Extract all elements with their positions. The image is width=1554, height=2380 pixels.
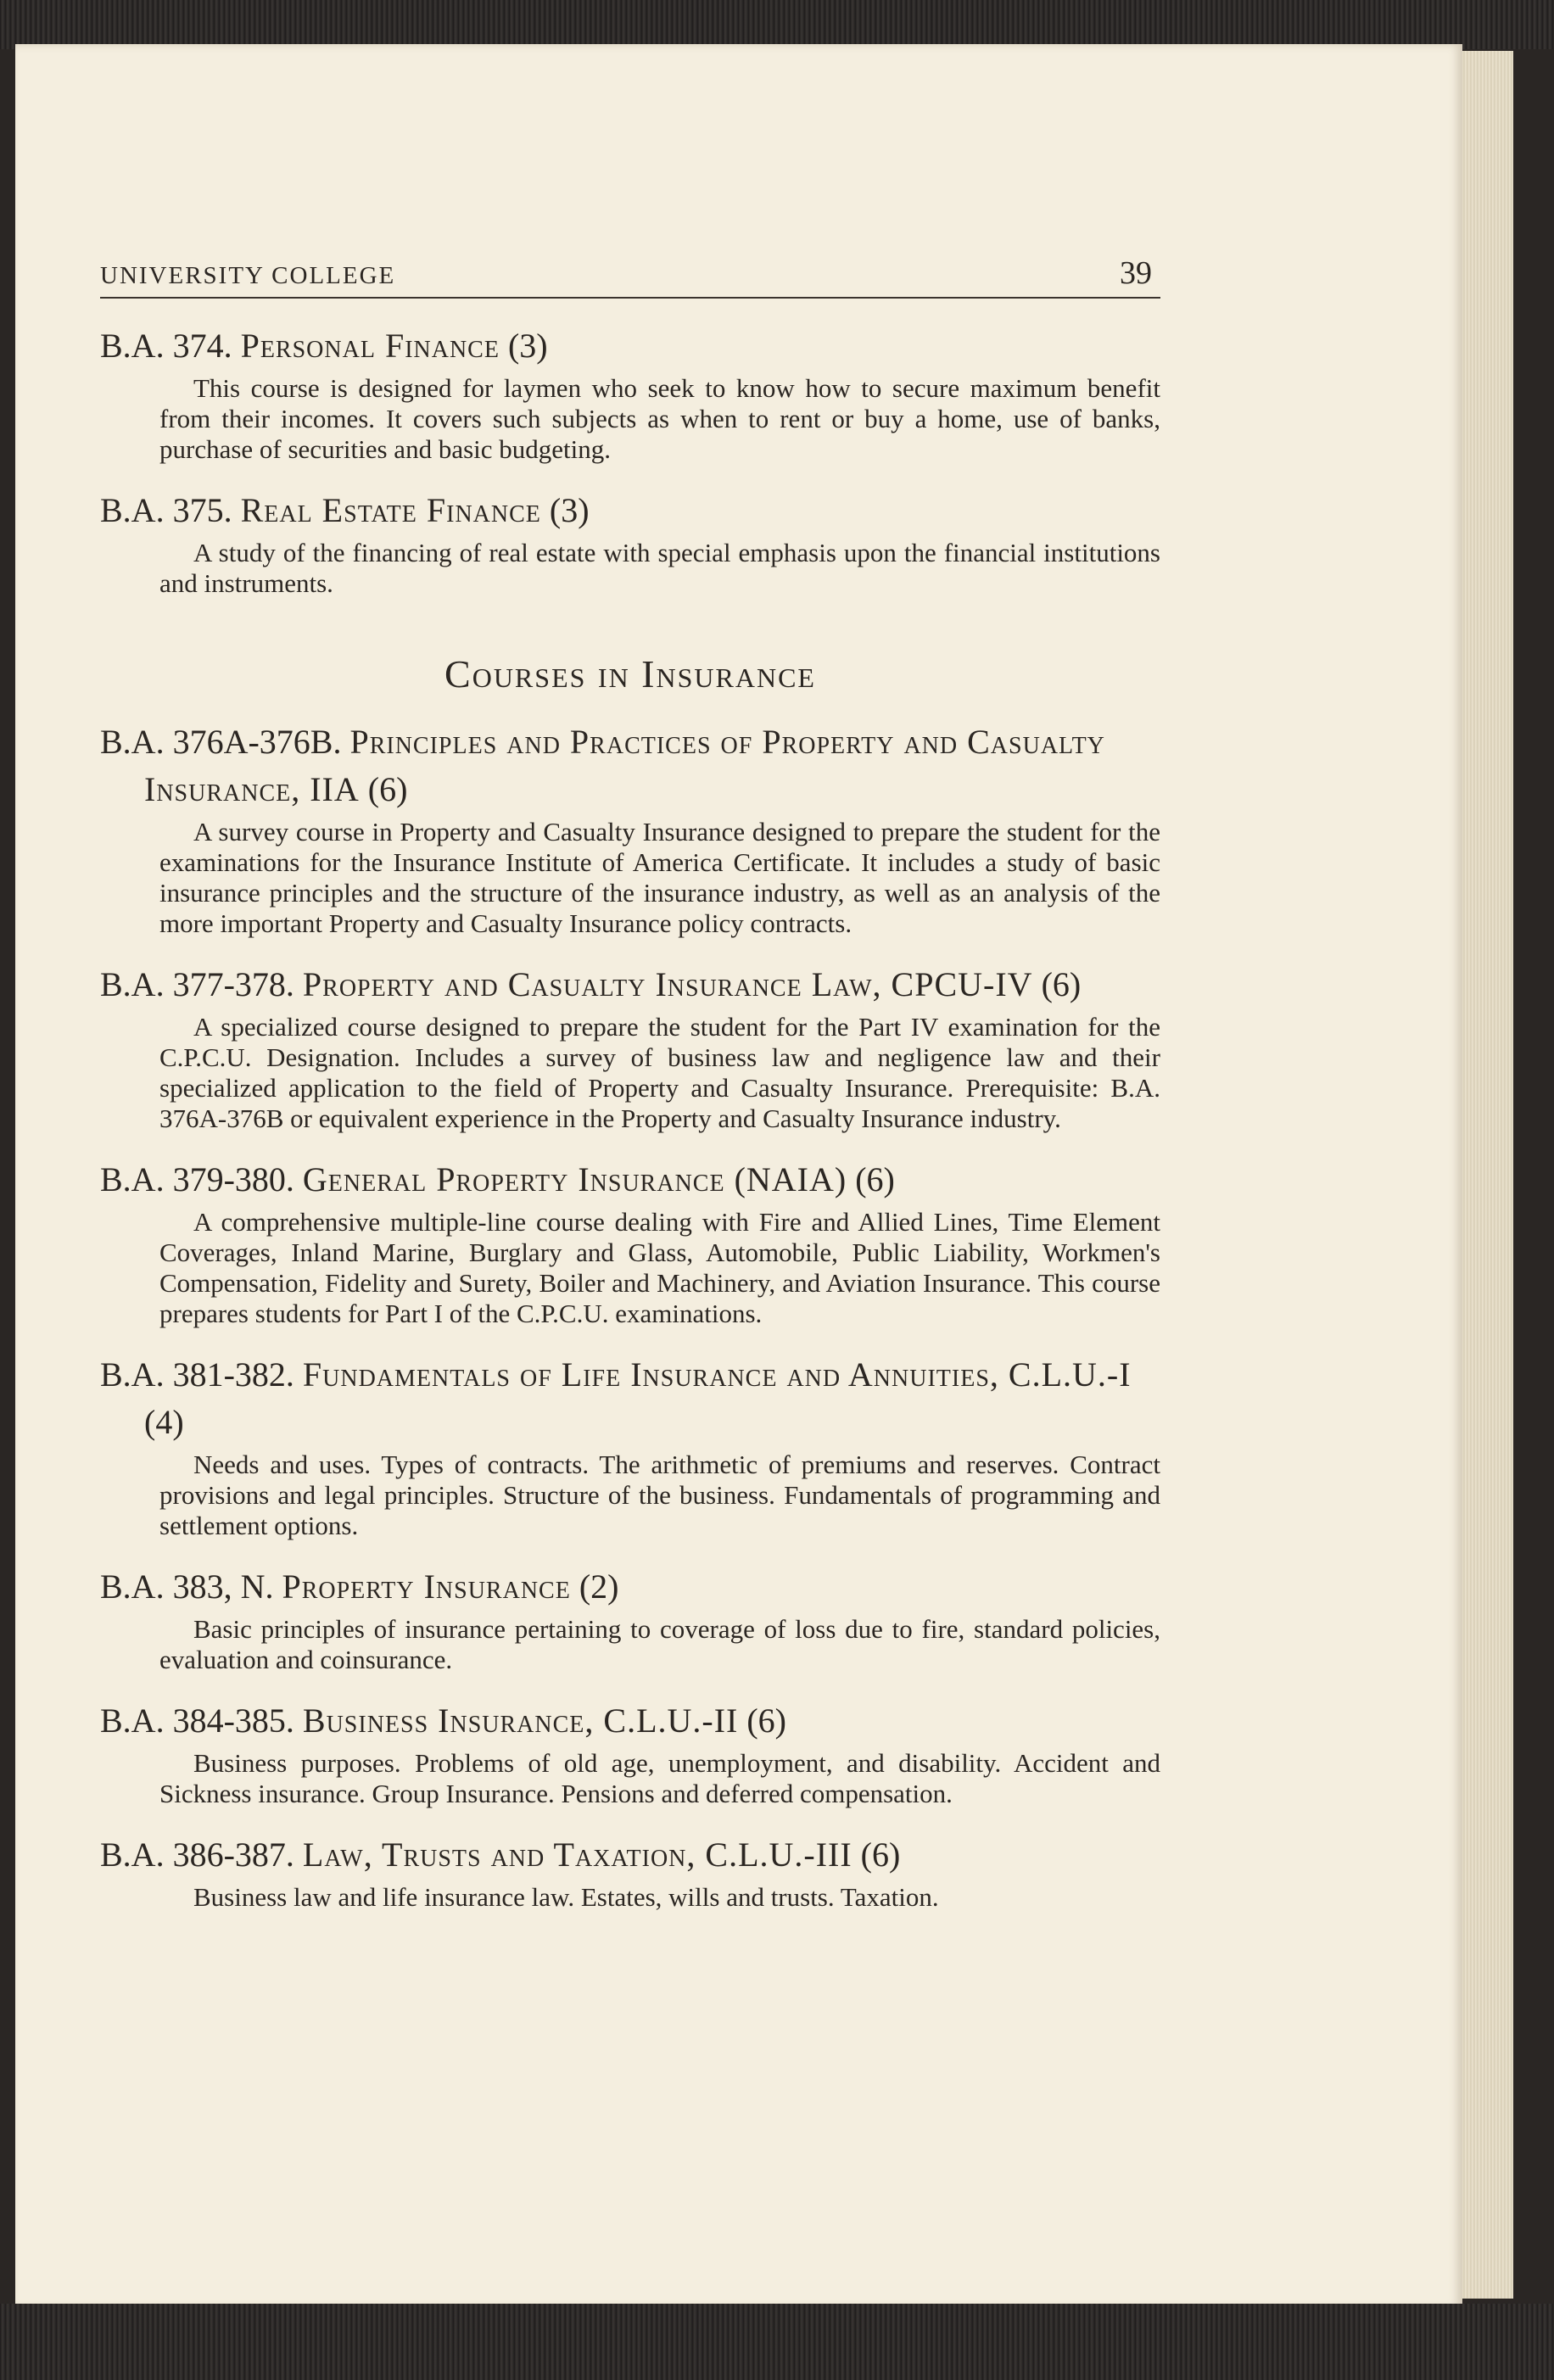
course-description: Business law and life insurance law. Estates, wills and trusts. Taxation.	[193, 1882, 939, 1912]
course-description: A comprehensive multiple-line course dealing with Fire and Allied Lines, Time Element Coverages, Inland Marine, Burglary and Glass, Automobile, Public Liability, Workmen's Compensation, Fidelity and Surety, Boiler and Machinery, and Aviation Insurance. This course prepares students for Part I of the C.P.C.U. examinations.	[159, 1207, 1160, 1328]
course-heading	[100, 1831, 1160, 1879]
book-binding-bottom	[0, 2304, 1554, 2380]
course-code: B.A. 381-382.	[100, 1355, 294, 1394]
course-entry	[100, 1156, 1160, 1329]
running-head-title: UNIVERSITY COLLEGE	[100, 262, 396, 289]
course-heading	[100, 1697, 1160, 1745]
course-code: B.A. 384-385.	[100, 1701, 294, 1740]
page-number: 39	[1120, 255, 1152, 291]
course-code: B.A. 374.	[100, 327, 232, 365]
section-heading: Courses in Insurance	[444, 652, 816, 696]
course-entry	[100, 718, 1160, 939]
course-credits: (3)	[549, 491, 590, 529]
course-title: Personal Finance	[240, 327, 500, 365]
course-title: Law, Trusts and Taxation, C.L.U.-III	[302, 1835, 852, 1874]
course-credits: (6)	[746, 1701, 786, 1740]
course-heading	[100, 1351, 1160, 1446]
course-description: A survey course in Property and Casualty Insurance designed to prepare the student for the examinations for the Insurance Institute of America Certificate. It includes a study of basic insurance principles and the structure of the insurance industry, as well as an analysis of the more important Property and Casualty Insurance policy contracts.	[159, 817, 1160, 938]
course-code: B.A. 377-378.	[100, 965, 294, 1003]
course-entry	[100, 1697, 1160, 1809]
course-title: Principles and Practices of Property and Casualty Insurance, IIA	[144, 723, 1105, 808]
course-description: This course is designed for laymen who seek to know how to secure maximum benefit from their incomes. It covers such subjects as when to rent or buy a home, use of banks, purchase of securities and basic budgeting.	[159, 373, 1160, 464]
course-title: Business Insurance, C.L.U.-II	[302, 1701, 739, 1740]
course-credits: (6)	[367, 770, 408, 808]
course-title: Real Estate Finance	[240, 491, 541, 529]
course-code: B.A. 376A-376B.	[100, 723, 342, 761]
course-description: Business purposes. Problems of old age, unemployment, and disability. Accident and Sickness insurance. Group Insurance. Pensions and deferred compensation.	[159, 1748, 1160, 1808]
course-credits: (4)	[144, 1403, 184, 1441]
course-heading	[100, 718, 1160, 813]
course-entry	[100, 1351, 1160, 1541]
course-heading	[100, 487, 1160, 534]
course-description: Basic principles of insurance pertaining to coverage of loss due to fire, standard policies, evaluation and coinsurance.	[159, 1614, 1160, 1674]
course-entry	[100, 961, 1160, 1134]
course-description: A study of the financing of real estate with special emphasis upon the financial institutions and instruments.	[159, 538, 1160, 598]
course-title: Fundamentals of Life Insurance and Annuities, C.L.U.-I	[302, 1355, 1132, 1394]
course-title: General Property Insurance (NAIA)	[302, 1160, 847, 1198]
course-title: Property and Casualty Insurance Law, CPCU-IV	[302, 965, 1033, 1003]
course-description: Needs and uses. Types of contracts. The arithmetic of premiums and reserves. Contract provisions and legal principles. Structure of the business. Fundamentals of programming and settlement options.	[159, 1450, 1160, 1540]
book-binding-top	[0, 0, 1554, 49]
course-credits: (3)	[507, 327, 548, 365]
running-head	[100, 237, 1160, 299]
course-credits: (6)	[1041, 965, 1082, 1003]
course-entry	[100, 322, 1160, 465]
course-entry	[100, 1563, 1160, 1675]
course-entry	[100, 1831, 1160, 1913]
course-code: B.A. 379-380.	[100, 1160, 294, 1198]
course-description: A specialized course designed to prepare the student for the Part IV examination for the C.P.C.U. Designation. Includes a survey of business law and negligence law and their specialized application to the field of Property and Casualty Insurance. Prerequisite: B.A. 376A-376B or equivalent experience in the Property and Casualty Insurance industry.	[159, 1012, 1160, 1133]
course-code: B.A. 383, N.	[100, 1567, 274, 1606]
course-credits: (6)	[860, 1835, 901, 1874]
course-heading	[100, 1563, 1160, 1611]
course-credits: (2)	[579, 1567, 619, 1606]
course-title: Property Insurance	[282, 1567, 571, 1606]
course-heading	[100, 961, 1160, 1008]
page-edges	[1462, 51, 1513, 2299]
course-heading	[100, 1156, 1160, 1204]
course-credits: (6)	[855, 1160, 895, 1198]
course-code: B.A. 375.	[100, 491, 232, 529]
course-code: B.A. 386-387.	[100, 1835, 294, 1874]
page-content	[100, 237, 1160, 1913]
course-entry	[100, 487, 1160, 599]
course-heading	[100, 322, 1160, 370]
